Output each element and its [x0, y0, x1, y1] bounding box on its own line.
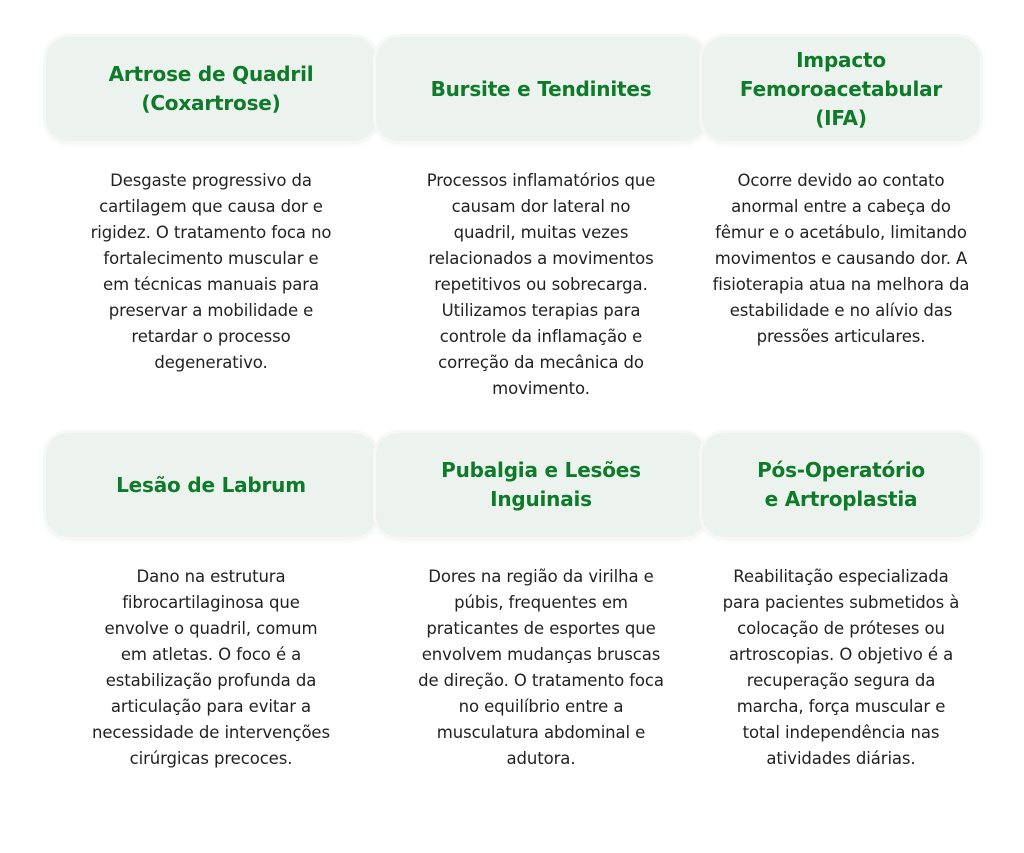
card-header: [702, 433, 980, 537]
card-title: Bursite e Tendinites: [430, 76, 652, 101]
card-description: Dano na estrutura fibrocartilaginosa que envolve o quadril, comum em atletas. O foco é a estabilização profunda da articulação para evitar a necessidade de intervenções cirúrgicas precoces.: [92, 567, 330, 768]
card-header: [46, 37, 376, 141]
card-header: [376, 37, 706, 141]
card-description: Ocorre devido ao contato anormal entre a cabeça do fêmur e o acetábulo, limitando movimentos e causando dor. A fisioterapia atua na melhora da estabilidade e no alívio das pressões articulares.: [712, 171, 970, 346]
card-title: Pós-Operatório e Artroplastia: [757, 458, 925, 511]
card-title: Lesão de Labrum: [116, 472, 306, 497]
card-header: [376, 433, 706, 537]
card-description: Desgaste progressivo da cartilagem que causa dor e rigidez. O tratamento foca no fortalecimento muscular e em técnicas manuais para preservar a mobilidade e retardar o processo degenerativo.: [90, 171, 332, 372]
card-header: [46, 433, 376, 537]
card-description: Dores na região da virilha e púbis, frequentes em praticantes de esportes que envolvem mudanças bruscas de direção. O tratamento foca no equilíbrio entre a musculatura abdominal e adutora.: [418, 567, 664, 768]
card-title: Pubalgia e Lesões Inguinais: [441, 458, 641, 511]
card-header: [702, 37, 980, 141]
card-title: Impacto Femoroacetabular (IFA): [739, 47, 943, 130]
card-title: Artrose de Quadril (Coxartrose): [108, 62, 314, 115]
card-description: Processos inflamatórios que causam dor lateral no quadril, muitas vezes relacionados a movimentos repetitivos ou sobrecarga. Utilizamos terapias para controle da inflamação e correção da mecânica do movimento.: [426, 171, 656, 398]
card-description: Reabilitação especializada para pacientes submetidos à colocação de próteses ou artroscopias. O objetivo é a recuperação segura da marcha, força muscular e total independência nas atividades diárias.: [722, 567, 960, 768]
